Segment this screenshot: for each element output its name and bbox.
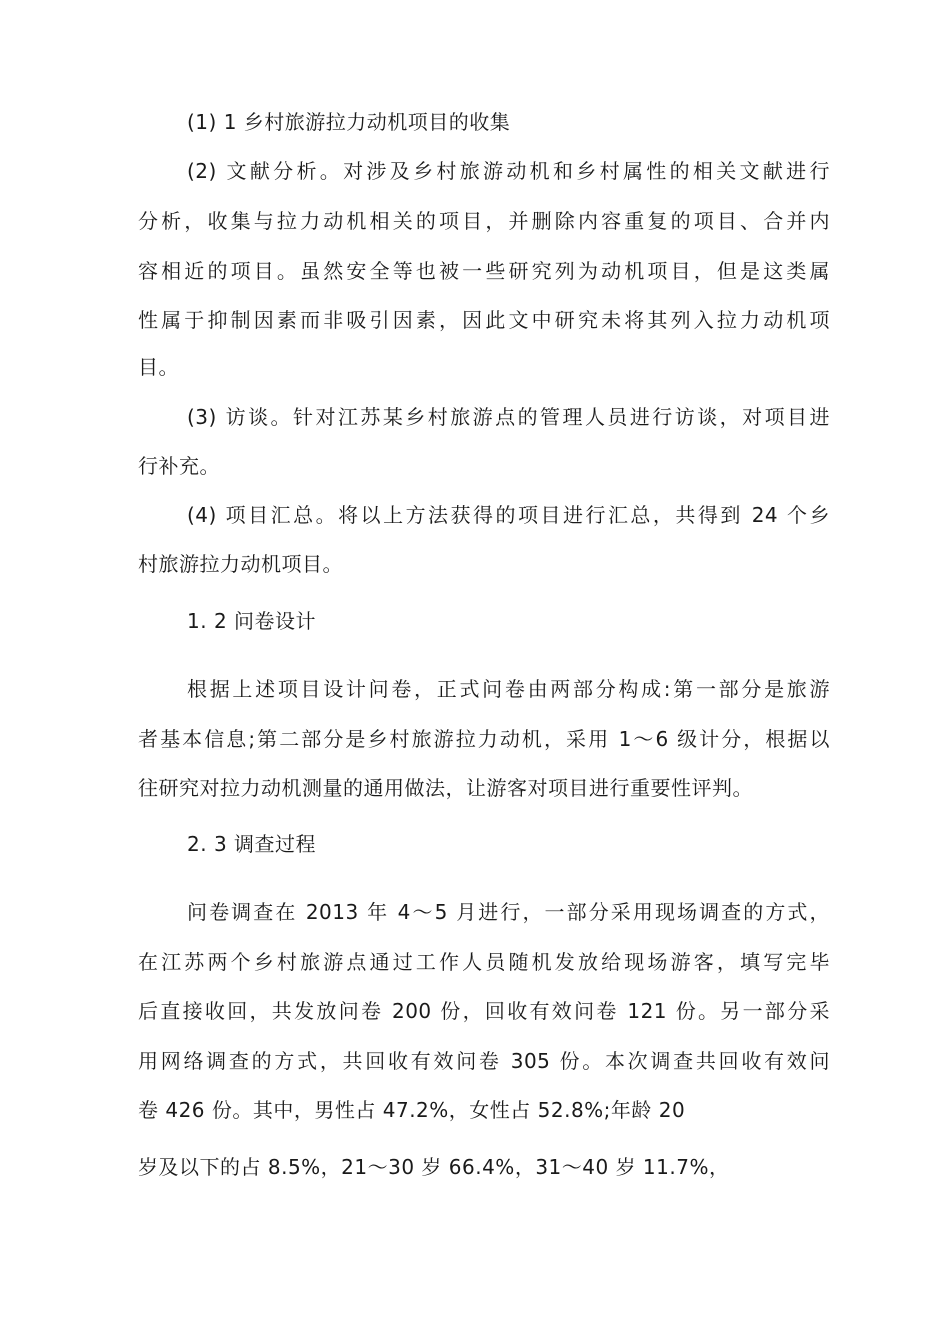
paragraph-line: 往研究对拉力动机测量的通用做法，让游客对项目进行重要性评判。 <box>138 776 753 800</box>
paragraph-line: 问卷调查在 2013 年 4～5 月进行，一部分采用现场调查的方式， <box>187 900 830 924</box>
paragraph-line: 目。 <box>138 355 179 379</box>
paragraph-line: 岁及以下的占 8.5%，21～30 岁 66.4%，31～40 岁 11.7%， <box>138 1155 730 1179</box>
paragraph-line: (2) 文献分析。对涉及乡村旅游动机和乡村属性的相关文献进行 <box>187 159 830 183</box>
section-heading-1-2: 1. 2 问卷设计 <box>187 609 317 633</box>
paragraph-line: 用网络调查的方式，共回收有效问卷 305 份。本次调查共回收有效问 <box>138 1049 830 1073</box>
paragraph-line: 者基本信息;第二部分是乡村旅游拉力动机，采用 1～6 级计分，根据以 <box>138 727 830 751</box>
paragraph-line: 分析，收集与拉力动机相关的项目，并删除内容重复的项目、合并内 <box>138 209 830 233</box>
section-heading-1-1: (1) 1 乡村旅游拉力动机项目的收集 <box>187 110 511 134</box>
paragraph-line: 村旅游拉力动机项目。 <box>138 552 343 576</box>
paragraph-line: (3) 访谈。针对江苏某乡村旅游点的管理人员进行访谈，对项目进 <box>187 405 830 429</box>
paragraph-line: 根据上述项目设计问卷，正式问卷由两部分构成:第一部分是旅游 <box>187 677 830 701</box>
paragraph-line: 容相近的项目。虽然安全等也被一些研究列为动机项目，但是这类属 <box>138 259 830 283</box>
paragraph-line: 后直接收回，共发放问卷 200 份，回收有效问卷 121 份。另一部分采 <box>138 999 830 1023</box>
paragraph-line: 性属于抑制因素而非吸引因素，因此文中研究未将其列入拉力动机项 <box>138 308 830 332</box>
paragraph-line: 行补充。 <box>138 454 220 478</box>
paragraph-line: 卷 426 份。其中，男性占 47.2%，女性占 52.8%;年龄 20 <box>138 1098 686 1122</box>
paragraph-line: 在江苏两个乡村旅游点通过工作人员随机发放给现场游客，填写完毕 <box>138 950 830 974</box>
paragraph-line: (4) 项目汇总。将以上方法获得的项目进行汇总，共得到 24 个乡 <box>187 503 830 527</box>
section-heading-2-3: 2. 3 调查过程 <box>187 832 317 856</box>
